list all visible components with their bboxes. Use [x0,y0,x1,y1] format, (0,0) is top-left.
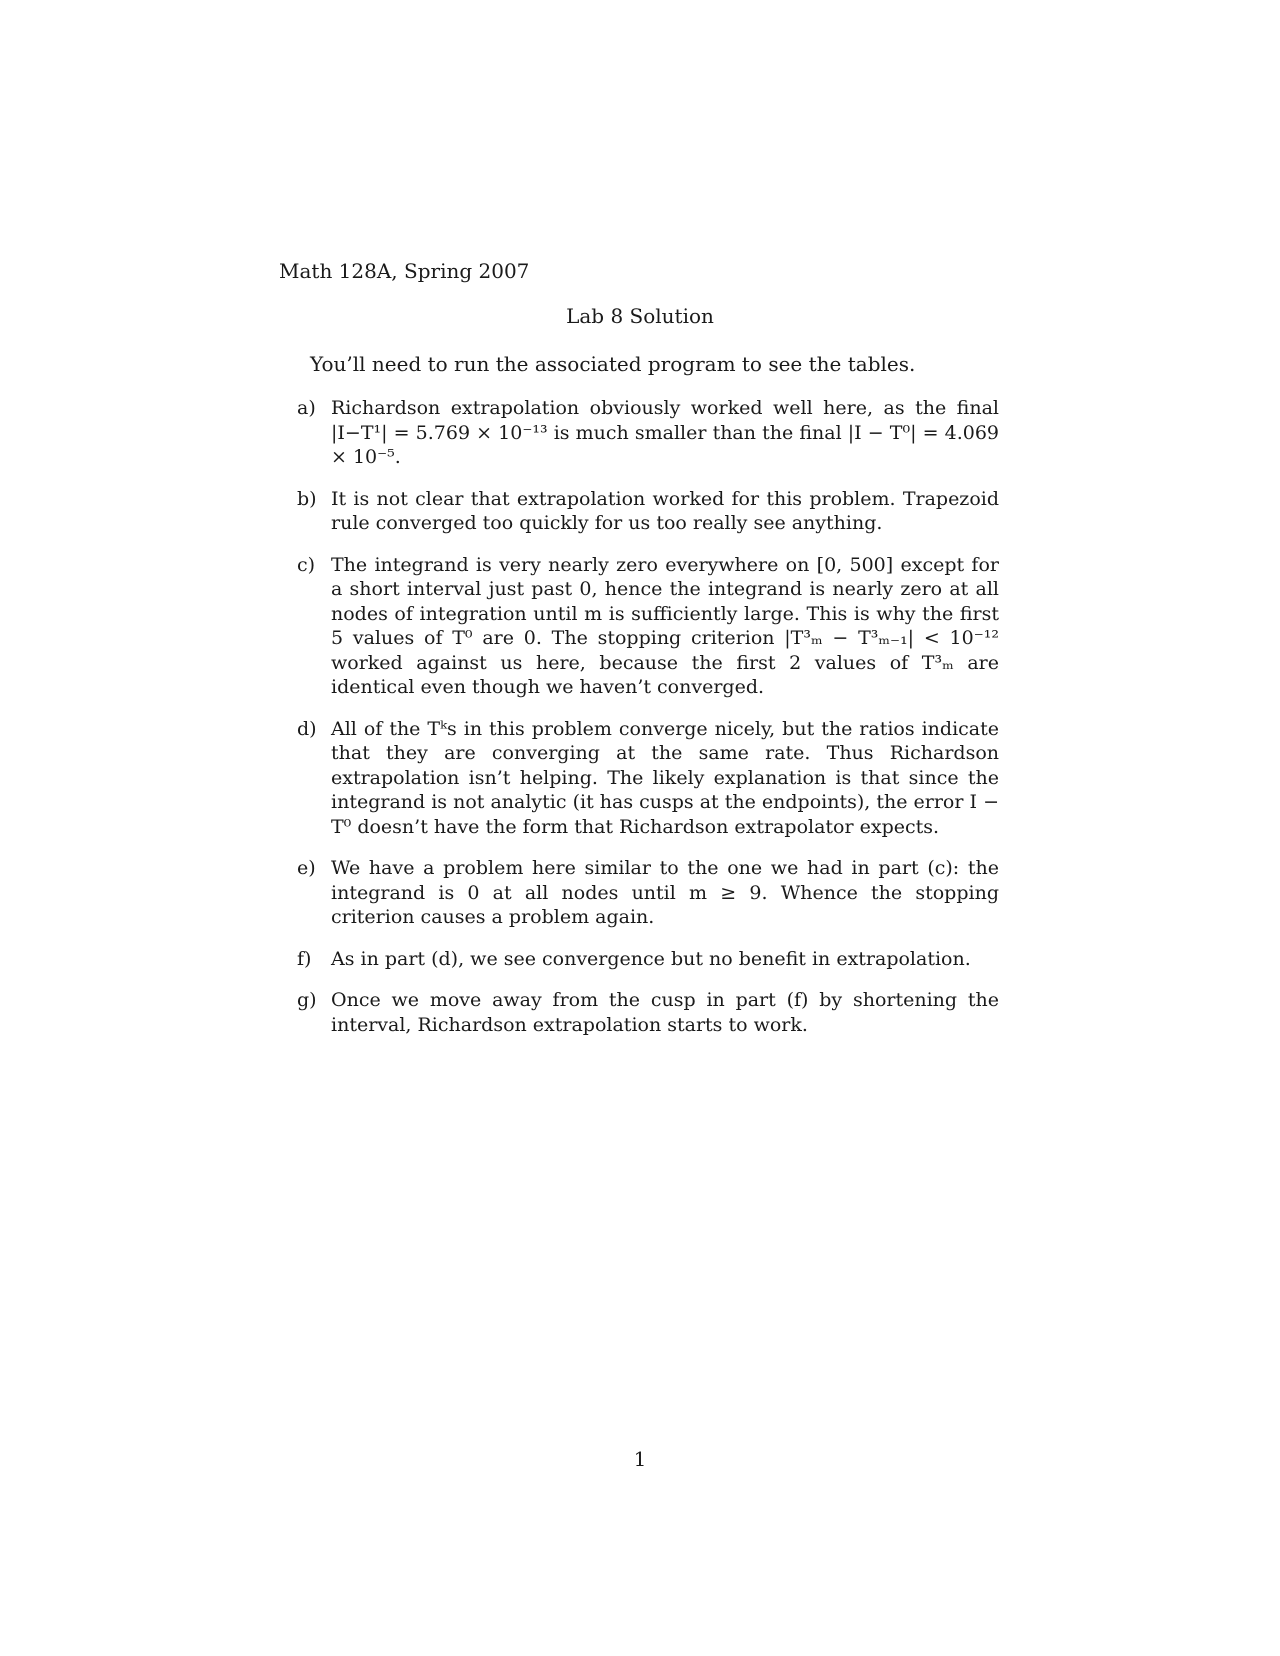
item-marker: g) [297,989,317,1011]
item-text: As in part (d), we see convergence but no benefit in extrapolation. [331,947,971,970]
page-title: Lab 8 Solution [566,304,714,328]
intro-paragraph: You’ll need to run the associated program to see the tables. [310,352,916,376]
item-marker: e) [297,857,316,879]
solution-item-e [297,856,999,930]
item-marker: b) [297,487,317,510]
solution-item-g [297,988,999,1037]
item-marker: d) [297,717,317,740]
solution-item-a [297,396,999,470]
item-text: Once we move away from the cusp in part (f) by shortening the interval, Richardson extrapolation starts to work. [331,989,999,1036]
item-text: We have a problem here similar to the one we had in part (c): the integrand is 0 at all nodes until m ≥ 9. Whence the stopping criterion causes a problem again. [331,857,999,928]
solution-list [297,396,999,1054]
solution-item-d [297,717,999,840]
item-marker: a) [297,397,316,419]
item-text: Richardson extrapolation obviously worked well here, as the final |I−T¹| = 5.769 × 10⁻¹³ is much smaller than the final |I − T⁰| = 4.069 × 10⁻⁵. [331,397,999,468]
solution-item-c [297,553,999,700]
item-text: The integrand is very nearly zero everywhere on [0, 500] except for a short interval just past 0, hence the integrand is nearly zero at all nodes of integration until m is sufficiently large. This is why the first 5 values of T⁰ are 0. The stopping criterion |T³ₘ − T³ₘ₋₁| < 10⁻¹² worked against us here, because the first 2 values of T³ₘ are identical even though we haven’t converged. [331,553,999,698]
page-number: 1 [633,1447,647,1471]
item-text: All of the Tᵏs in this problem converge nicely, but the ratios indicate that they are converging at the same rate. Thus Richardson extrapolation isn’t helping. The likely explanation is that since the integrand is not analytic (it has cusps at the endpoints), the error I − T⁰ doesn’t have the form that Richardson extrapolator expects. [331,717,999,838]
solution-item-f [297,947,999,972]
item-marker: f) [297,947,312,970]
solution-item-b [297,487,999,536]
item-marker: c) [297,553,316,576]
item-text: It is not clear that extrapolation worked for this problem. Trapezoid rule converged too quickly for us too really see anything. [331,487,999,534]
course-header: Math 128A, Spring 2007 [279,259,530,283]
